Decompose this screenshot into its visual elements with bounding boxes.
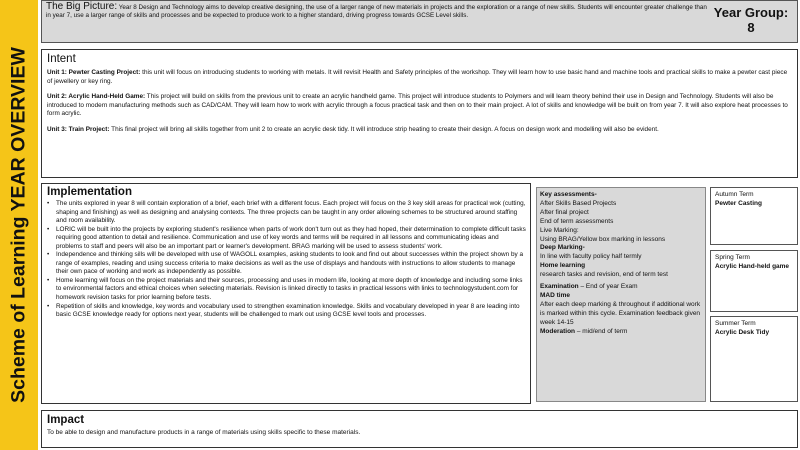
big-picture-text	[46, 3, 710, 21]
term-box-spring	[710, 250, 798, 312]
sidebar-banner	[0, 0, 38, 450]
examination-label: Examination	[540, 283, 579, 291]
sidebar-title: Scheme of Learning YEAR OVERVIEW	[7, 47, 30, 403]
intent-unit-1	[47, 69, 792, 86]
assessment-item: End of term assessments	[540, 217, 614, 225]
assessment-item: Live Marking:	[540, 226, 579, 234]
intent-unit-2	[47, 93, 792, 119]
implementation-bullet: • The units explored in year 8 will contain exploration of a brief, each brief with a different focus. Each project will focus on the 3 key skill areas for practical wok (cutting, shaping and finishing) as well as designing and analysing contexts. The three projects can be taught in any order allowing schemes to be structured around staffing and room availability.	[47, 200, 526, 226]
big-picture-panel	[41, 0, 798, 43]
implementation-bullet: • LORIC will be built into the projects by exploring student's resilience when parts of work don't turn out as they had hoped, their determination to complete difficult tasks requiring good attention to detail and resilience. Communication and use of key words and terms will be required in all lessons and communicating ideas and problems to staff and peers will also be an important part or learner's development. BRAG marking will be used to assess students' work.	[47, 226, 526, 252]
home-learning-label: Home learning	[540, 262, 586, 270]
intent-unit-3	[47, 126, 792, 135]
assessment-item: Using BRAG/Yellow box marking in lessons	[540, 235, 666, 243]
implementation-bullet: • Repetition of skills and knowledge, key words and vocabulary used to strengthen examination knowledge. Skills and vocabulary developed in year 8 are leading into basic GCSE knowledge ready for options next year, students will be challenged to mark out using GCSE level tools and processes.	[47, 303, 526, 320]
implementation-bullet: • Independence and thinking sills will be developed with use of WAGOLL examples, asking students to look and find out about successes within the project shown by a range of examples, reading and using success criteria to make decisions as well as the use of displays and handouts with instructions to allow students to manage their own pace of working and work as independently as possible.	[47, 251, 526, 277]
impact-heading: Impact	[47, 414, 85, 426]
moderation-text: – mid/end of term	[575, 327, 628, 335]
mad-time-text: After each deep marking & throughout if additional work is marked within this cycle. Examination feedback given week 14-15	[540, 300, 701, 326]
assessments-heading: Key assessments-	[540, 191, 597, 198]
term-box-autumn	[710, 187, 798, 245]
implementation-panel	[41, 183, 531, 404]
implementation-heading: Implementation	[47, 186, 132, 198]
examination-line	[540, 283, 702, 292]
year-group-label: Year Group:	[713, 5, 789, 20]
home-learning-text: research tasks and revision, end of term test	[540, 271, 668, 279]
term-project: Acrylic Hand-held game	[715, 262, 790, 270]
term-label: Autumn Term	[715, 191, 754, 198]
term-project: Pewter Casting	[715, 199, 762, 207]
unit-2-title: Unit 2: Acrylic Hand-Held Game:	[47, 93, 146, 101]
moderation-label: Moderation	[540, 327, 576, 335]
unit-2-text: This project will build on skills from the previous unit to create an acrylic handheld game. This project will introduce students to Polymers and will learn theory behind their use in Design and Technology. Students will also be introduced to modern manufacturing methods such as CAD/CAM. They will learn how to work with acrylic through a focus practical task and then on to their main project. A lot of skills and knowledge will be built on from year 7. It will also explore heat processes to form acrylic.	[47, 93, 788, 118]
unit-3-text: This final project will bring all skills together from unit 2 to create an acrylic desk tidy. It will introduce strip heating to create their design. A focus on design work and modelling will also be evident.	[109, 125, 659, 133]
implementation-list	[47, 200, 526, 320]
mad-time-label: MAD time	[540, 291, 570, 299]
intent-heading: Intent	[47, 53, 76, 65]
deep-marking-label: Deep Marking-	[540, 244, 585, 252]
term-label: Summer Term	[715, 320, 756, 327]
deep-marking-text: In line with faculty policy half termly	[540, 253, 642, 261]
big-picture-label: The Big Picture:	[46, 1, 118, 12]
assessment-item: After Skills Based Projects	[540, 199, 617, 207]
year-group-value: 8	[747, 20, 755, 35]
examination-text: – End of year Exam	[578, 283, 638, 291]
unit-1-text: this unit will focus on introducing students to working with metals. It will revisit Health and Safety principles of the workshop. They will learn how to use basic hand and machine tools and practical skills to make a pewter cast piece of jewellery or key ring.	[47, 69, 788, 85]
assessment-item: After final project	[540, 208, 589, 216]
moderation-line	[540, 328, 702, 337]
implementation-bullet: • Home learning will focus on the project materials and their sources, processing and uses in modern life, looking at more depth of knowledge and including some links to environmental factors and ethical choices when selecting materials. Revision is linked directly to tasks in practical lessons with links to technologystudent.com for homework revision tasks for prior learning before tests.	[47, 277, 526, 303]
term-box-summer	[710, 316, 798, 402]
year-group	[711, 5, 791, 35]
impact-text: To be able to design and manufacture products in a range of materials using skills specific to these materials.	[47, 429, 361, 436]
term-project: Acrylic Desk Tidy	[715, 328, 770, 336]
unit-3-title: Unit 3: Train Project:	[47, 125, 110, 133]
term-label: Spring Term	[715, 254, 750, 261]
intent-panel	[41, 49, 798, 178]
unit-1-title: Unit 1: Pewter Casting Project:	[47, 69, 141, 76]
big-picture-description: Year 8 Design and Technology aims to develop creative designing, the use of a larger range of new materials in projects and the exploration or a range of new skills. Students will encounter greater challenge than in year 7, use a larger range of skills and processes and be expected to produce work to a higher standard, driving progress towards GCSE Level skills.	[46, 4, 707, 20]
assessments-panel	[536, 187, 706, 402]
impact-panel	[41, 410, 798, 448]
